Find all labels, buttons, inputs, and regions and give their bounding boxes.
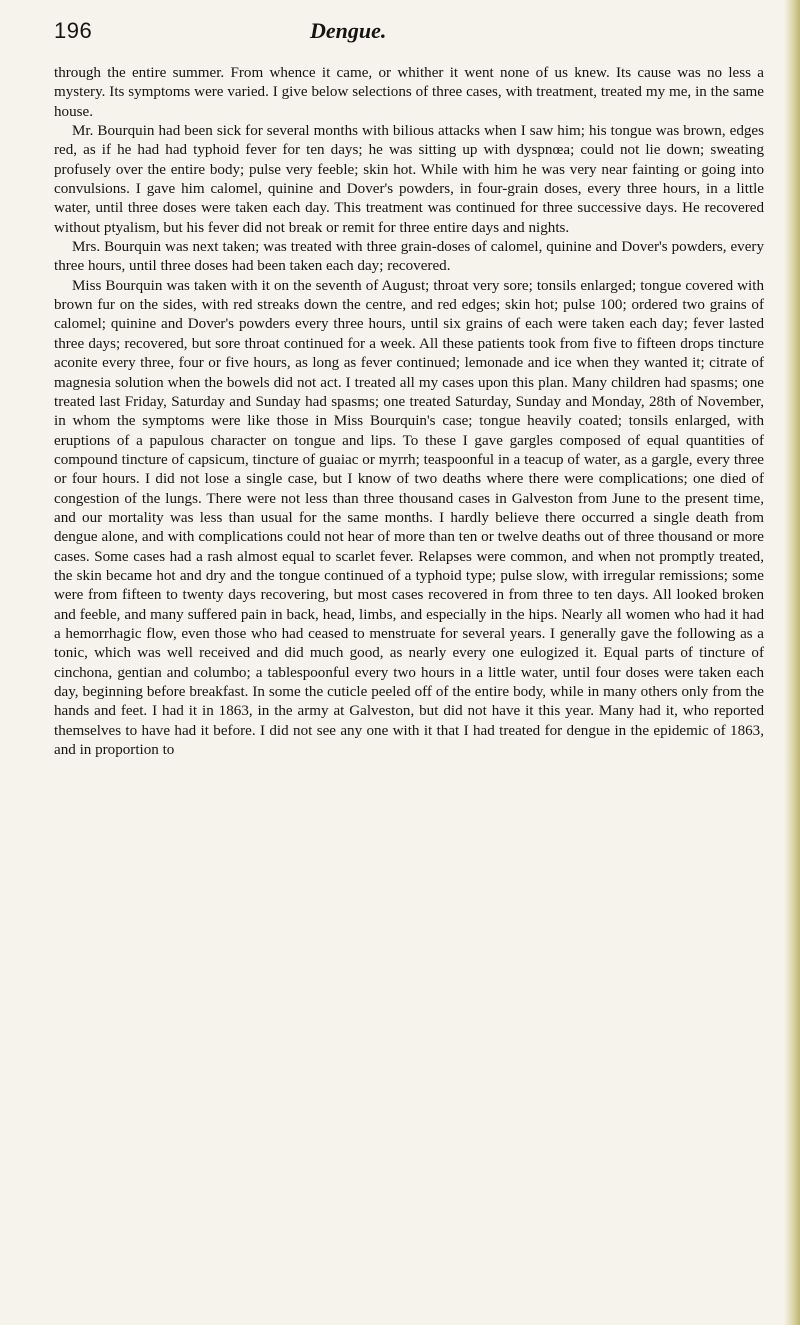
body-text: [54, 64, 764, 760]
running-title: Dengue.: [310, 18, 387, 43]
paragraph-miss-bourquin: Miss Bourquin was taken with it on the seventh of August; throat very sore; tonsils enlarged; tongue covered with brown fur on the sides, with red streaks down the centre, and red edges; skin hot; pulse 100; ordered two grains of calomel; quinine and Dover's powders every three hours, until six grains of each were taken each day; fever lasted three days; recovered, but sore throat continued for a week. All these patients took from five to fifteen drops tincture aconite every three, four or five hours, as long as fever continued; lemonade and ice when they wanted it; citrate of magnesia solution when the bowels did not act. I treated all my cases upon this plan. Many children had spasms; one treated last Friday, Saturday and Sunday had spasms; one treated Saturday, Sunday and Monday, 28th of November, in whom the symptoms were like those in Miss Bourquin's case; tongue heavily coated; tonsils enlarged, with eruptions of a papulous character on tongue and lips. To these I gave gargles composed of equal quantities of compound tincture of capsicum, tincture of guaiac or myrrh; teaspoonful in a teacup of water, as a gargle, every three or four hours. I did not lose a single case, but I know of two deaths where there were complications; one died of congestion of the lungs. There were not less than three thousand cases in Galveston from June to the present time, and our mortality was less than usual for the same months. I hardly believe there occurred a single death from dengue alone, and with complications could not hear of more than ten or twelve deaths out of three thousand or more cases. Some cases had a rash almost equal to scarlet fever. Relapses were common, and when not promptly treated, the skin became hot and dry and the tongue continued of a typhoid type; pulse slow, with irregular remissions; some were from fifteen to twenty days recovering, but most cases recovered in from three to ten days. All looked broken and feeble, and many suffered pain in back, head, limbs, and especially in the hips. Nearly all women who had it had a hemorrhagic flow, even those who had ceased to menstruate for several years. I generally gave the following as a tonic, which was well received and did much good, as nearly every one eulogized it. Equal parts of tincture of cinchona, gentian and columbo; a tablespoonful every two hours in a little water, until four doses were taken each day, beginning before breakfast. In some the cuticle peeled off of the entire body, while in many others only from the hands and feet. I had it in 1863, in the army at Galveston, but did not have it this year. Many had it, who reported themselves to have had it before. I did not see any one with it that I had treated for dengue in the epidemic of 1863, and in proportion to: [54, 277, 764, 759]
page-header: [54, 18, 754, 48]
page-edge-shadow: [784, 0, 800, 1325]
paragraph-mrs-bourquin: Mrs. Bourquin was next taken; was treated with three grain-doses of calomel, quinine and Dover's powders, every three hours, until three doses had been taken each day; recovered.: [54, 239, 764, 275]
paragraph-continuation: through the entire summer. From whence it came, or whither it went none of us knew. Its cause was no less a mystery. Its symptoms were varied. I give below selections of three cases, with treatment, treated my me, in the same house.: [54, 65, 764, 120]
page-number: 196: [54, 18, 93, 43]
paragraph-mr-bourquin: Mr. Bourquin had been sick for several months with bilious attacks when I saw him; his tongue was brown, edges red, as if he had had typhoid fever for ten days; he was sitting up with dyspnœa; could not lie down; sweating profusely over the entire body; pulse very feeble; skin hot. While with him he was very near fainting or going into convulsions. I gave him calomel, quinine and Dover's powders, in four-grain doses, every three hours, in a little water, until three doses were taken each day. This treatment was continued for three successive days. He recovered without ptyalism, but his fever did not break or remit for three entire days and nights.: [54, 123, 764, 236]
